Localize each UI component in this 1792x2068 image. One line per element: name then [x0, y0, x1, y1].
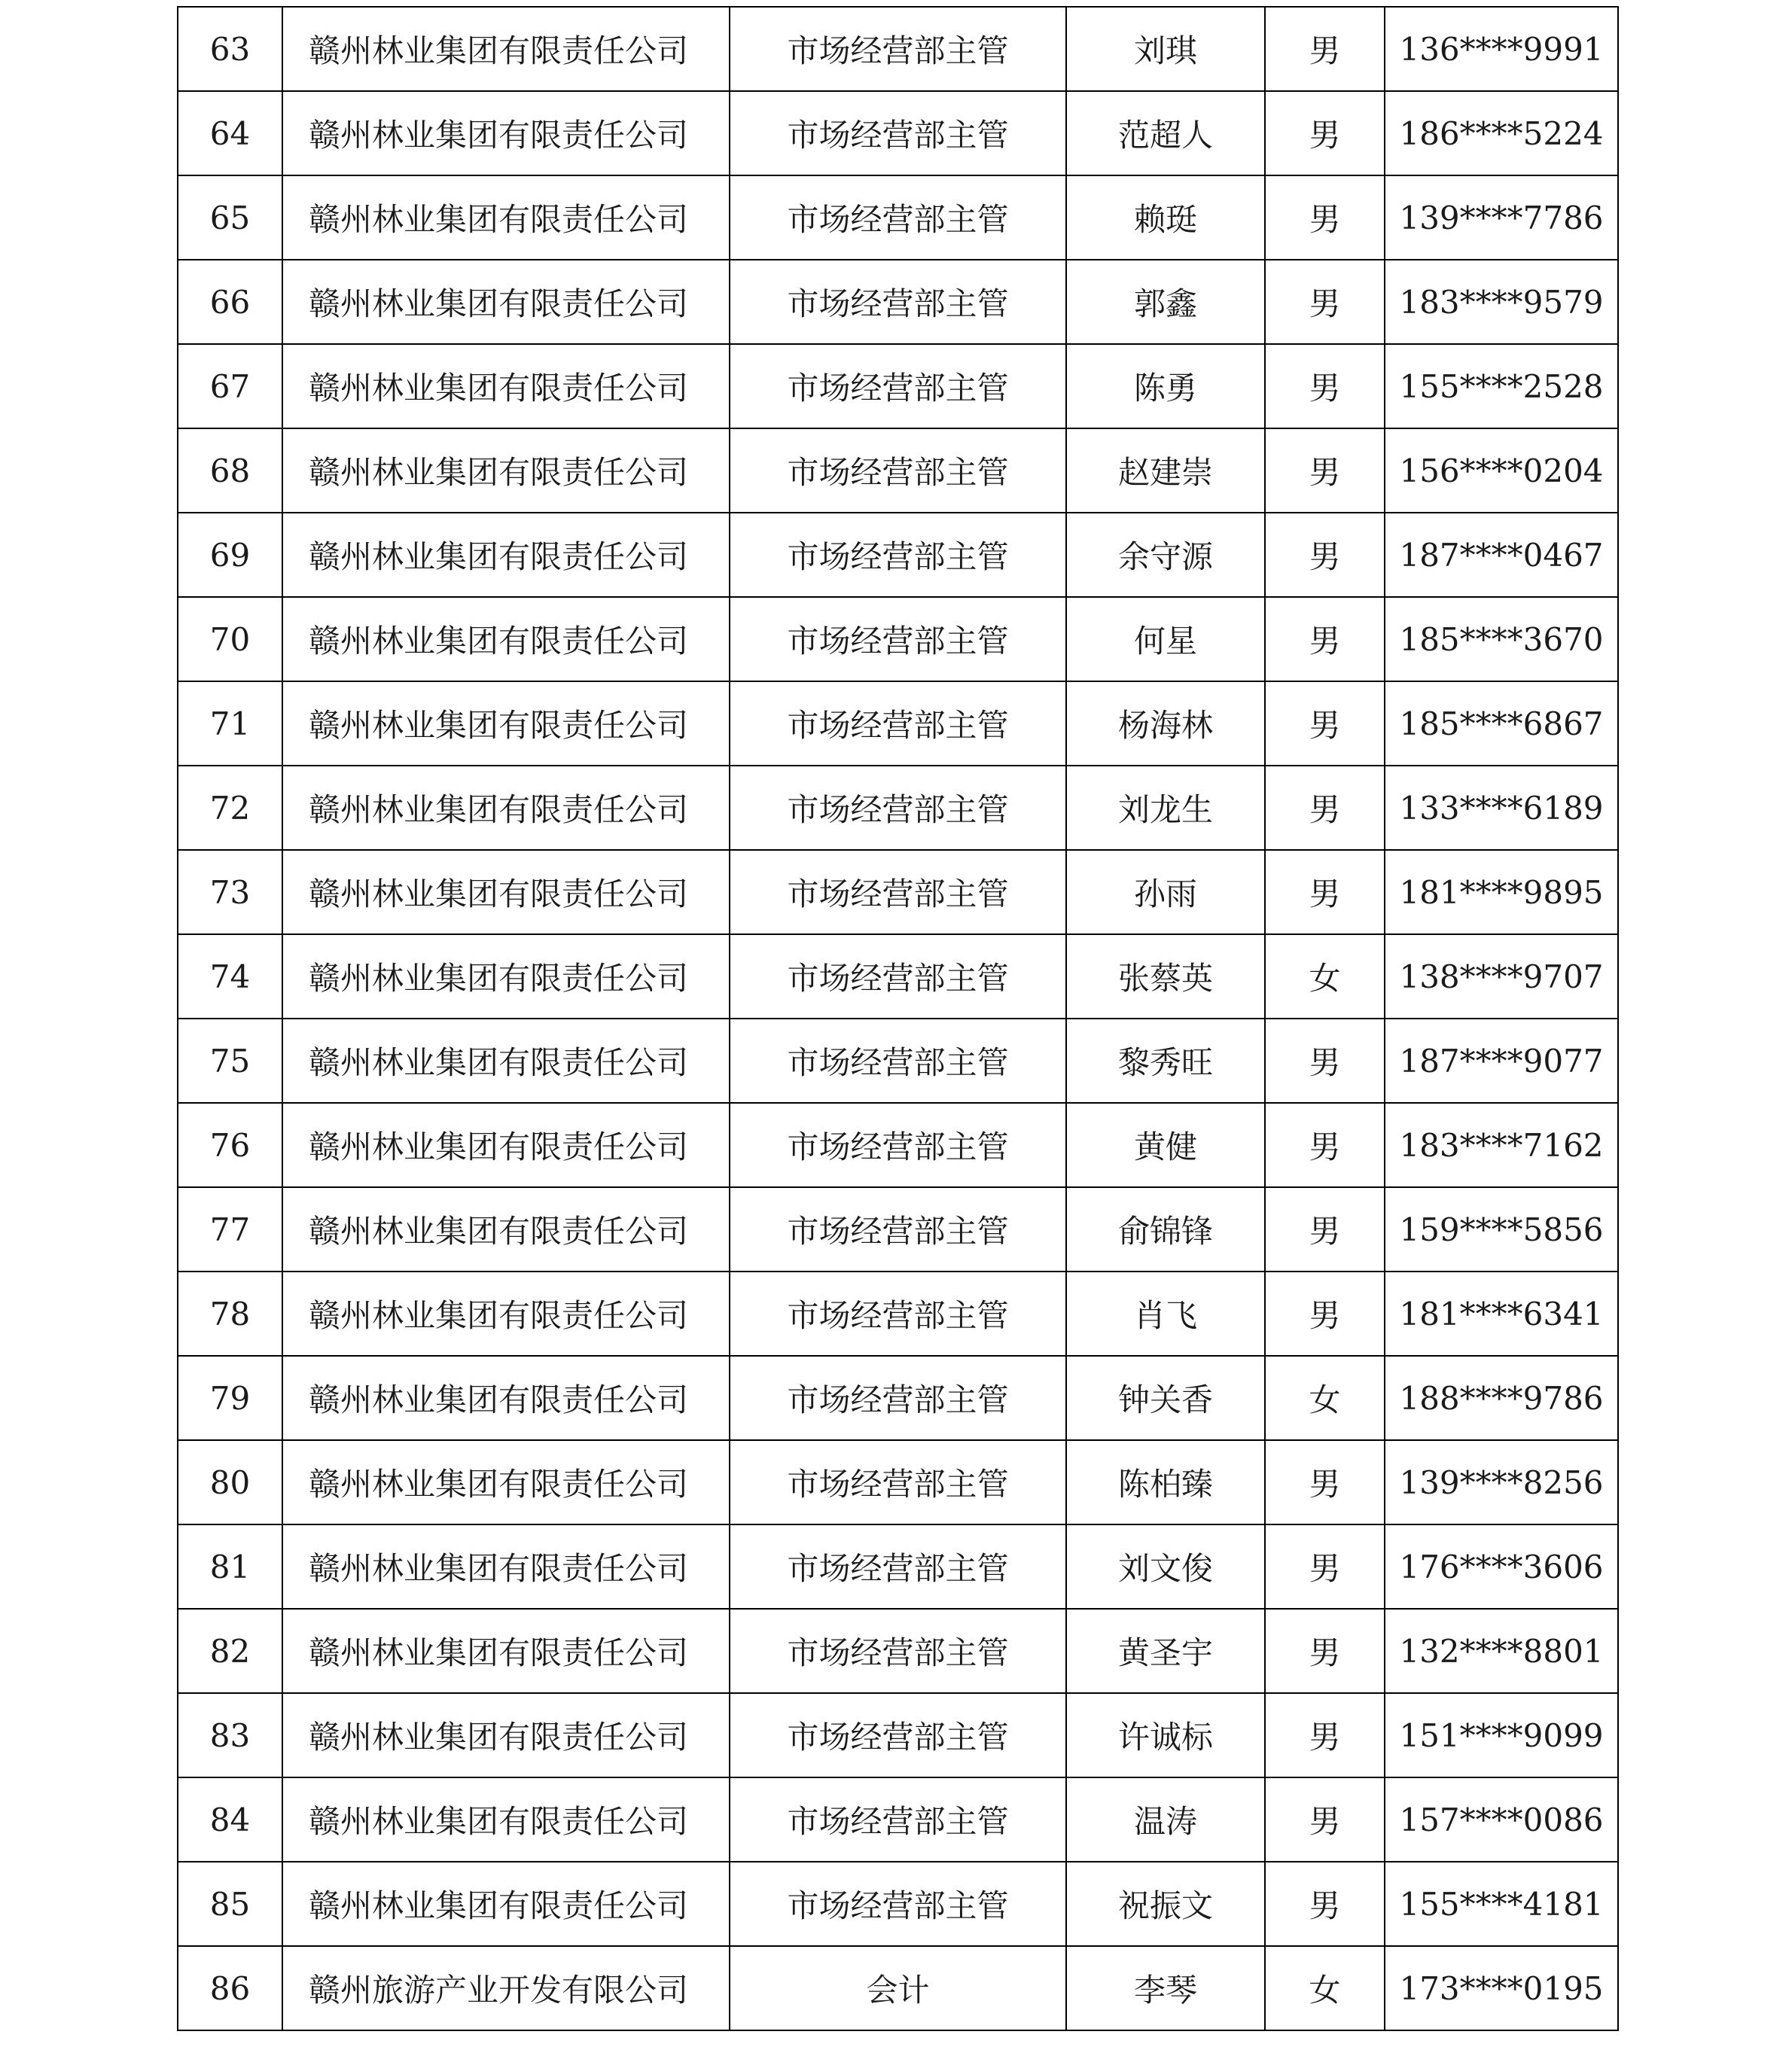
position: 市场经营部主管	[730, 1103, 1066, 1187]
company-name: 赣州林业集团有限责任公司	[282, 1862, 730, 1946]
gender: 男	[1265, 175, 1385, 260]
table-row	[178, 1946, 1618, 2030]
phone-number: 187****9077	[1385, 1019, 1618, 1103]
phone-number: 187****0467	[1385, 513, 1618, 597]
table-row	[178, 1524, 1618, 1609]
position: 市场经营部主管	[730, 766, 1066, 850]
table-row	[178, 1356, 1618, 1440]
gender: 男	[1265, 344, 1385, 428]
phone-number: 156****0204	[1385, 428, 1618, 513]
position: 市场经营部主管	[730, 1862, 1066, 1946]
gender: 女	[1265, 934, 1385, 1019]
row-number: 68	[178, 428, 282, 513]
person-name: 黄健	[1066, 1103, 1265, 1187]
gender: 男	[1265, 91, 1385, 175]
table-row	[178, 1609, 1618, 1693]
position: 市场经营部主管	[730, 1187, 1066, 1272]
table-row	[178, 766, 1618, 850]
gender: 男	[1265, 1440, 1385, 1524]
table-row	[178, 7, 1618, 91]
company-name: 赣州林业集团有限责任公司	[282, 91, 730, 175]
person-name: 黎秀旺	[1066, 1019, 1265, 1103]
company-name: 赣州林业集团有限责任公司	[282, 428, 730, 513]
row-number: 69	[178, 513, 282, 597]
person-name: 陈勇	[1066, 344, 1265, 428]
person-name: 赵建崇	[1066, 428, 1265, 513]
gender: 男	[1265, 1019, 1385, 1103]
row-number: 78	[178, 1272, 282, 1356]
row-number: 67	[178, 344, 282, 428]
position: 市场经营部主管	[730, 1524, 1066, 1609]
person-name: 郭鑫	[1066, 260, 1265, 344]
position: 市场经营部主管	[730, 1777, 1066, 1862]
position: 市场经营部主管	[730, 260, 1066, 344]
company-name: 赣州林业集团有限责任公司	[282, 850, 730, 934]
table-row	[178, 681, 1618, 766]
person-name: 余守源	[1066, 513, 1265, 597]
phone-number: 188****9786	[1385, 1356, 1618, 1440]
row-number: 70	[178, 597, 282, 681]
row-number: 82	[178, 1609, 282, 1693]
position: 市场经营部主管	[730, 513, 1066, 597]
row-number: 65	[178, 175, 282, 260]
gender: 女	[1265, 1356, 1385, 1440]
company-name: 赣州林业集团有限责任公司	[282, 513, 730, 597]
person-name: 何星	[1066, 597, 1265, 681]
row-number: 80	[178, 1440, 282, 1524]
phone-number: 136****9991	[1385, 7, 1618, 91]
phone-number: 173****0195	[1385, 1946, 1618, 2030]
company-name: 赣州林业集团有限责任公司	[282, 1693, 730, 1777]
person-name: 肖飞	[1066, 1272, 1265, 1356]
company-name: 赣州林业集团有限责任公司	[282, 1019, 730, 1103]
table-row	[178, 1019, 1618, 1103]
company-name: 赣州林业集团有限责任公司	[282, 1272, 730, 1356]
position: 市场经营部主管	[730, 1019, 1066, 1103]
phone-number: 181****9895	[1385, 850, 1618, 934]
phone-number: 138****9707	[1385, 934, 1618, 1019]
position: 市场经营部主管	[730, 597, 1066, 681]
phone-number: 185****6867	[1385, 681, 1618, 766]
company-name: 赣州林业集团有限责任公司	[282, 1356, 730, 1440]
phone-number: 155****4181	[1385, 1862, 1618, 1946]
company-name: 赣州林业集团有限责任公司	[282, 7, 730, 91]
table-row	[178, 1440, 1618, 1524]
person-name: 黄圣宇	[1066, 1609, 1265, 1693]
position: 市场经营部主管	[730, 681, 1066, 766]
position: 市场经营部主管	[730, 1356, 1066, 1440]
phone-number: 139****8256	[1385, 1440, 1618, 1524]
person-name: 温涛	[1066, 1777, 1265, 1862]
company-name: 赣州林业集团有限责任公司	[282, 597, 730, 681]
position: 市场经营部主管	[730, 91, 1066, 175]
company-name: 赣州林业集团有限责任公司	[282, 1187, 730, 1272]
phone-number: 159****5856	[1385, 1187, 1618, 1272]
gender: 男	[1265, 1272, 1385, 1356]
position: 市场经营部主管	[730, 850, 1066, 934]
table-row	[178, 1693, 1618, 1777]
phone-number: 176****3606	[1385, 1524, 1618, 1609]
table-row	[178, 1777, 1618, 1862]
gender: 男	[1265, 766, 1385, 850]
gender: 男	[1265, 1524, 1385, 1609]
row-number: 84	[178, 1777, 282, 1862]
person-name: 俞锦锋	[1066, 1187, 1265, 1272]
table-row	[178, 260, 1618, 344]
person-name: 陈柏臻	[1066, 1440, 1265, 1524]
gender: 男	[1265, 1862, 1385, 1946]
gender: 男	[1265, 513, 1385, 597]
table-row	[178, 428, 1618, 513]
table-row	[178, 850, 1618, 934]
table-row	[178, 175, 1618, 260]
row-number: 64	[178, 91, 282, 175]
row-number: 75	[178, 1019, 282, 1103]
position: 会计	[730, 1946, 1066, 2030]
person-name: 刘琪	[1066, 7, 1265, 91]
company-name: 赣州林业集团有限责任公司	[282, 344, 730, 428]
person-name: 钟关香	[1066, 1356, 1265, 1440]
position: 市场经营部主管	[730, 344, 1066, 428]
row-number: 66	[178, 260, 282, 344]
row-number: 73	[178, 850, 282, 934]
gender: 男	[1265, 260, 1385, 344]
position: 市场经营部主管	[730, 1272, 1066, 1356]
gender: 男	[1265, 1609, 1385, 1693]
company-name: 赣州林业集团有限责任公司	[282, 1440, 730, 1524]
company-name: 赣州林业集团有限责任公司	[282, 175, 730, 260]
company-name: 赣州林业集团有限责任公司	[282, 934, 730, 1019]
position: 市场经营部主管	[730, 175, 1066, 260]
position: 市场经营部主管	[730, 428, 1066, 513]
gender: 男	[1265, 597, 1385, 681]
person-name: 刘龙生	[1066, 766, 1265, 850]
table-row	[178, 91, 1618, 175]
gender: 男	[1265, 428, 1385, 513]
row-number: 74	[178, 934, 282, 1019]
row-number: 76	[178, 1103, 282, 1187]
company-name: 赣州林业集团有限责任公司	[282, 260, 730, 344]
phone-number: 151****9099	[1385, 1693, 1618, 1777]
company-name: 赣州旅游产业开发有限公司	[282, 1946, 730, 2030]
company-name: 赣州林业集团有限责任公司	[282, 1524, 730, 1609]
position: 市场经营部主管	[730, 1440, 1066, 1524]
table-row	[178, 344, 1618, 428]
table-row	[178, 1862, 1618, 1946]
table-body	[178, 7, 1618, 2030]
position: 市场经营部主管	[730, 7, 1066, 91]
phone-number: 133****6189	[1385, 766, 1618, 850]
row-number: 77	[178, 1187, 282, 1272]
phone-number: 183****9579	[1385, 260, 1618, 344]
row-number: 83	[178, 1693, 282, 1777]
row-number: 71	[178, 681, 282, 766]
phone-number: 183****7162	[1385, 1103, 1618, 1187]
row-number: 72	[178, 766, 282, 850]
phone-number: 185****3670	[1385, 597, 1618, 681]
company-name: 赣州林业集团有限责任公司	[282, 766, 730, 850]
company-name: 赣州林业集团有限责任公司	[282, 1777, 730, 1862]
phone-number: 186****5224	[1385, 91, 1618, 175]
person-name: 李琴	[1066, 1946, 1265, 2030]
gender: 男	[1265, 1187, 1385, 1272]
person-name: 孙雨	[1066, 850, 1265, 934]
position: 市场经营部主管	[730, 1693, 1066, 1777]
phone-number: 139****7786	[1385, 175, 1618, 260]
gender: 女	[1265, 1946, 1385, 2030]
gender: 男	[1265, 1777, 1385, 1862]
person-name: 杨海林	[1066, 681, 1265, 766]
row-number: 79	[178, 1356, 282, 1440]
company-name: 赣州林业集团有限责任公司	[282, 1103, 730, 1187]
phone-number: 157****0086	[1385, 1777, 1618, 1862]
person-name: 刘文俊	[1066, 1524, 1265, 1609]
gender: 男	[1265, 7, 1385, 91]
person-name: 许诚标	[1066, 1693, 1265, 1777]
position: 市场经营部主管	[730, 934, 1066, 1019]
table-row	[178, 1103, 1618, 1187]
row-number: 63	[178, 7, 282, 91]
table-row	[178, 1187, 1618, 1272]
row-number: 81	[178, 1524, 282, 1609]
table-row	[178, 597, 1618, 681]
company-name: 赣州林业集团有限责任公司	[282, 681, 730, 766]
table-row	[178, 1272, 1618, 1356]
personnel-table	[177, 6, 1619, 2031]
phone-number: 181****6341	[1385, 1272, 1618, 1356]
gender: 男	[1265, 1103, 1385, 1187]
person-name: 范超人	[1066, 91, 1265, 175]
position: 市场经营部主管	[730, 1609, 1066, 1693]
table-row	[178, 934, 1618, 1019]
person-name: 祝振文	[1066, 1862, 1265, 1946]
row-number: 86	[178, 1946, 282, 2030]
phone-number: 155****2528	[1385, 344, 1618, 428]
phone-number: 132****8801	[1385, 1609, 1618, 1693]
row-number: 85	[178, 1862, 282, 1946]
company-name: 赣州林业集团有限责任公司	[282, 1609, 730, 1693]
table-row	[178, 513, 1618, 597]
person-name: 张蔡英	[1066, 934, 1265, 1019]
gender: 男	[1265, 850, 1385, 934]
person-name: 赖珽	[1066, 175, 1265, 260]
gender: 男	[1265, 1693, 1385, 1777]
gender: 男	[1265, 681, 1385, 766]
